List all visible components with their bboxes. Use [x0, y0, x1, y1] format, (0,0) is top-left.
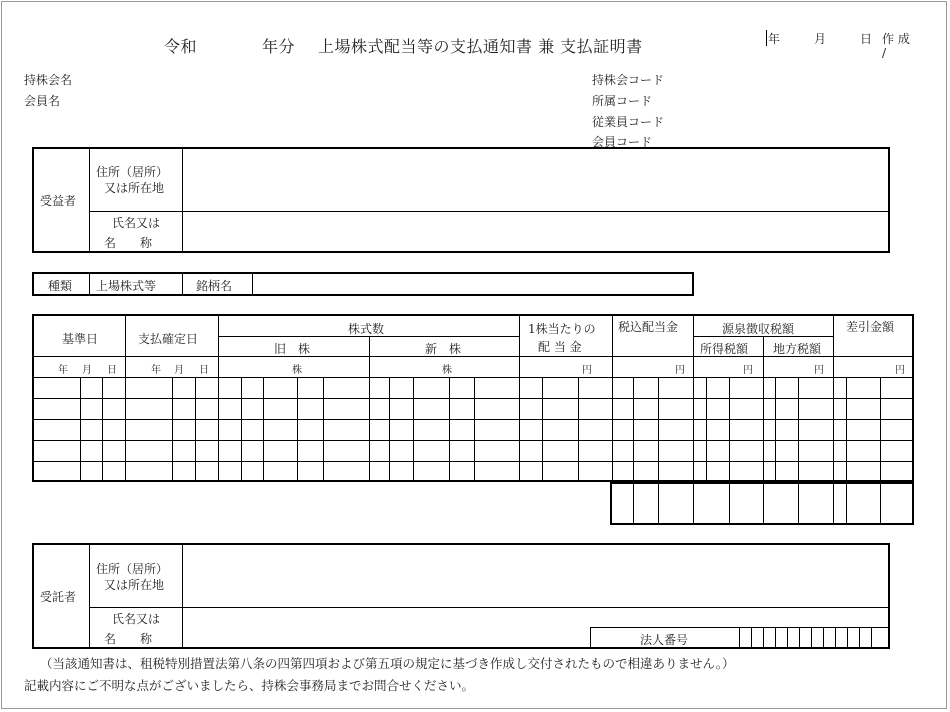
divider	[833, 484, 834, 523]
divider	[89, 274, 90, 294]
divider	[263, 377, 264, 480]
divider	[413, 377, 414, 480]
divider	[34, 398, 912, 399]
beneficiary-name-label-2: 名 称	[104, 236, 153, 250]
divider	[182, 149, 183, 251]
trustee-name-label-1: 氏名又は	[112, 612, 161, 626]
brand-label: 銘柄名	[196, 279, 233, 293]
document-title: 上場株式配当等の支払通知書 兼 支払証明書	[318, 37, 643, 56]
divider	[182, 545, 183, 647]
unit-shares: 株	[292, 365, 302, 376]
footer-note: （当該通知書は、租税特別措置法第八条の四第四項および第五項の規定に基づき作成し交付されたもので相違ありません。）	[40, 656, 735, 671]
col-withholding: 源泉徴収税額	[722, 322, 795, 336]
beneficiary-address-field[interactable]	[184, 150, 886, 209]
col-base-date: 基準日	[62, 332, 99, 346]
unit-month: 月	[82, 365, 92, 376]
type-label: 種類	[48, 279, 73, 293]
divider	[102, 377, 103, 480]
divider	[846, 484, 847, 523]
divider	[775, 377, 776, 480]
date-cursor	[766, 30, 767, 46]
col-per-share-2: 配 当 金	[538, 340, 582, 354]
unit-year: 年	[58, 365, 68, 376]
divider	[449, 377, 450, 480]
unit-shares: 株	[442, 365, 452, 376]
unit-year: 年	[151, 365, 161, 376]
divider	[252, 274, 253, 294]
divider	[474, 377, 475, 480]
beneficiary-address-label-2: 又は所在地	[104, 181, 165, 195]
divider	[633, 377, 634, 480]
col-pay-date: 支払確定日	[138, 332, 199, 346]
divider	[172, 377, 173, 480]
divider	[658, 377, 659, 480]
col-old-shares: 旧 株	[274, 342, 311, 356]
member-name-label: 会員名	[24, 94, 61, 108]
shareholder-group-label: 持株会名	[24, 73, 73, 87]
divider	[297, 377, 298, 480]
date-slash: /	[882, 46, 887, 60]
corp-number-field[interactable]	[740, 628, 886, 646]
col-shares: 株式数	[348, 322, 385, 336]
trustee-name-field[interactable]	[184, 609, 588, 645]
divider	[729, 377, 730, 480]
unit-yen: 円	[582, 365, 592, 376]
divider	[578, 377, 579, 480]
divider	[34, 461, 912, 462]
employee-code-label: 従業員コード	[592, 115, 665, 129]
trustee-label: 受託者	[40, 590, 77, 604]
brand-field[interactable]	[254, 275, 690, 293]
beneficiary-name-field[interactable]	[184, 213, 886, 249]
unit-month: 月	[174, 365, 184, 376]
divider	[389, 377, 390, 480]
divider	[89, 545, 90, 647]
member-code-label: 会員コード	[592, 135, 653, 149]
trustee-address-label-1: 住所（居所）	[96, 562, 169, 576]
footer-contact: 記載内容にご不明な点がございましたら、持株会事務局までお問合せください。	[24, 678, 475, 693]
trustee-name-label-2: 名 称	[104, 632, 153, 646]
divider	[542, 377, 543, 480]
unit-yen: 円	[895, 365, 905, 376]
date-year: 年	[768, 32, 781, 46]
divider	[633, 484, 634, 523]
divider	[34, 377, 912, 378]
col-gross: 税込配当金	[618, 320, 679, 334]
divider	[763, 336, 764, 480]
divider	[195, 377, 196, 480]
divider	[369, 336, 370, 480]
col-net: 差引金額	[846, 320, 895, 334]
year-suffix: 年分	[262, 37, 296, 56]
col-income-tax: 所得税額	[700, 342, 749, 356]
divider	[798, 484, 799, 523]
divider	[693, 484, 694, 523]
divider	[846, 377, 847, 480]
trustee-address-field[interactable]	[184, 546, 886, 605]
col-new-shares: 新 株	[425, 342, 462, 356]
divider	[89, 607, 888, 608]
corp-number-label: 法人番号	[640, 633, 689, 647]
type-value: 上場株式等	[96, 279, 157, 293]
divider	[706, 377, 707, 480]
dept-code-label: 所属コード	[592, 94, 653, 108]
divider	[89, 149, 90, 251]
date-day: 日	[860, 32, 873, 46]
trustee-address-label-2: 又は所在地	[104, 578, 165, 592]
beneficiary-name-label-1: 氏名又は	[112, 216, 161, 230]
divider	[729, 484, 730, 523]
divider	[880, 377, 881, 480]
beneficiary-address-label-1: 住所（居所）	[96, 165, 169, 179]
divider	[182, 274, 183, 294]
unit-yen: 円	[814, 365, 824, 376]
unit-yen: 円	[743, 365, 753, 376]
col-local-tax: 地方税額	[773, 342, 822, 356]
divider	[323, 377, 324, 480]
divider	[658, 484, 659, 523]
divider	[798, 377, 799, 480]
divider	[241, 377, 242, 480]
divider	[880, 484, 881, 523]
divider	[80, 377, 81, 480]
divider	[34, 419, 912, 420]
divider	[34, 440, 912, 441]
col-per-share-1: 1株当たりの	[528, 322, 596, 336]
unit-yen: 円	[675, 365, 685, 376]
divider	[763, 484, 764, 523]
beneficiary-label: 受益者	[40, 194, 77, 208]
divider	[89, 211, 888, 212]
totals-box	[610, 482, 914, 525]
unit-day: 日	[199, 365, 209, 376]
unit-day: 日	[107, 365, 117, 376]
era-label: 令和	[164, 37, 198, 56]
date-month: 月	[814, 32, 827, 46]
date-created: 作 成	[882, 32, 910, 46]
group-code-label: 持株会コード	[592, 73, 665, 87]
